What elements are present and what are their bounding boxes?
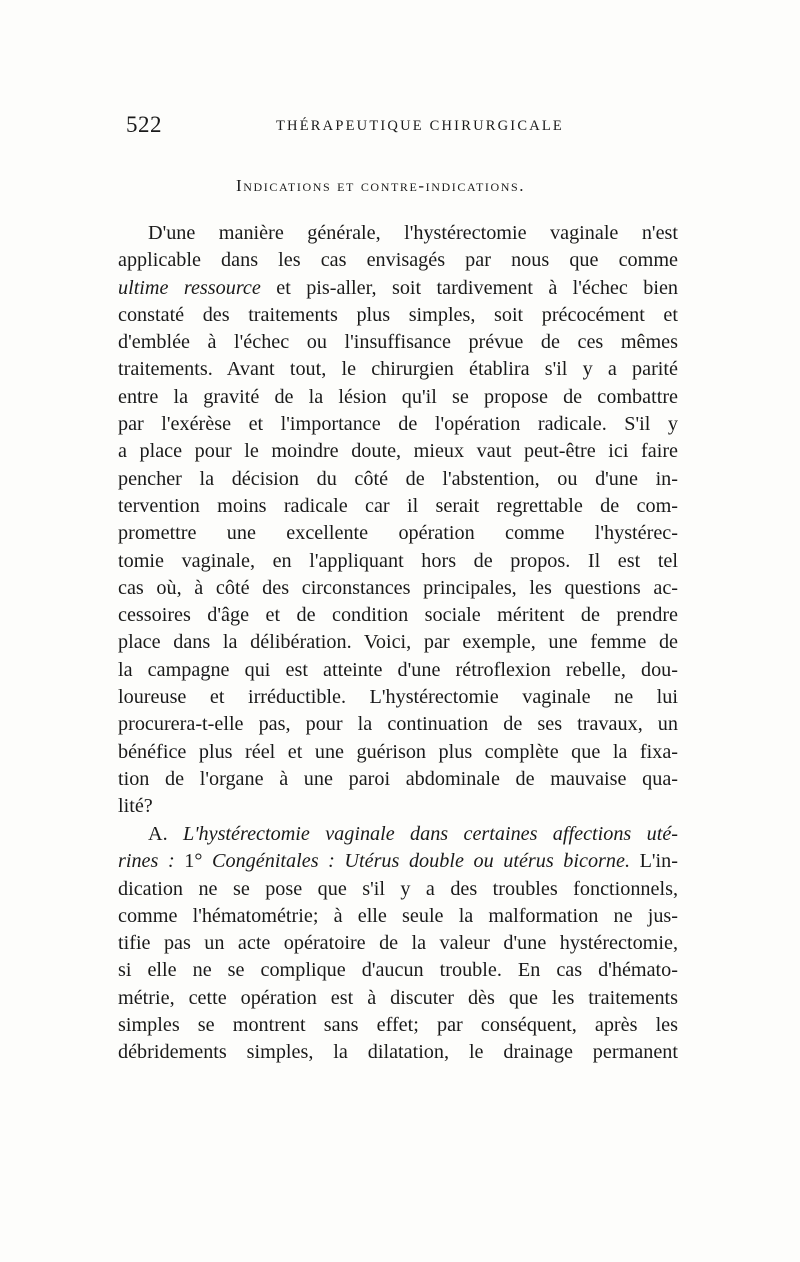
text-line: tervention moins radicale car il serait regrettable de com- [118, 494, 678, 517]
text-line: applicable dans les cas envisagés par nous que comme [118, 249, 678, 272]
paragraph-2 [118, 821, 678, 1067]
text-line: d'emblée à l'échec ou l'insuffisance prévue de ces mêmes [118, 331, 678, 354]
section-heading: Indications et contre-indications. [236, 176, 526, 195]
running-title: THÉRAPEUTIQUE CHIRURGICALE [276, 118, 564, 134]
text-line: par l'exérèse et l'importance de l'opération radicale. S'il y [118, 413, 678, 436]
subsection-title-cont: rines : [118, 850, 185, 873]
running-head [126, 112, 674, 142]
text-line: lité? [118, 795, 153, 818]
text-line: simples se montrent sans effet; par conséquent, après les [118, 1014, 678, 1037]
text-line: entre la gravité de la lésion qu'il se propose de combattre [118, 385, 678, 408]
text-line: promettre une excellente opération comme l'hystérec- [118, 522, 678, 545]
text-line: tomie vaginale, en l'appliquant hors de propos. Il est tel [118, 549, 678, 572]
item-number: 1° [184, 850, 203, 873]
paragraph-1 [118, 220, 678, 821]
text-line: cas où, à côté des circonstances principales, les questions ac- [118, 576, 678, 599]
text-line: débridements simples, la dilatation, le drainage permanent [118, 1041, 678, 1064]
text-line: cessoires d'âge et de condition sociale méritent de prendre [118, 604, 678, 627]
text-line: loureuse et irréductible. L'hystérectomie vaginale ne lui [118, 686, 678, 709]
text-line: traitements. Avant tout, le chirurgien établira s'il y a parité [118, 358, 678, 381]
subsection-subtitle: Congénitales : Utérus double ou utérus bicorne. [202, 850, 631, 873]
text-line-rest: et pis-aller, soit tardivement à l'échec bien [276, 276, 678, 299]
text-line: dication ne se pose que s'il y a des troubles fonctionnels, [118, 877, 678, 900]
text-line: constaté des traitements plus simples, soit précocément et [118, 303, 678, 326]
text-line: comme l'hématométrie; à elle seule la malformation ne jus- [118, 904, 678, 927]
subsection-title: L'hystérectomie vaginale dans certaines affections uté- [182, 823, 678, 845]
text-line: si elle ne se complique d'aucun trouble. En cas d'hémato- [118, 959, 678, 982]
text-line [118, 848, 678, 875]
text-line: bénéfice plus réel et une guérison plus complète que la fixa- [118, 740, 678, 763]
text-line: tifie pas un acte opératoire de la valeur d'une hystérectomie, [118, 932, 678, 955]
text-line: a place pour le moindre doute, mieux vaut peut-être ici faire [118, 440, 678, 463]
text-line [118, 821, 678, 848]
text-line: métrie, cette opération est à discuter dès que les traitements [118, 986, 678, 1009]
text-line [118, 275, 678, 302]
text-line: place dans la délibération. Voici, par exemple, une femme de [118, 631, 678, 654]
text-line: pencher la décision du côté de l'abstention, ou d'une in- [118, 467, 678, 490]
text-line: D'une manière générale, l'hystérectomie vaginale n'est [148, 222, 678, 244]
text-line: tion de l'organe à une paroi abdominale de mauvaise qua- [118, 767, 678, 790]
text-line: procurera-t-elle pas, pour la continuation de ses travaux, un [118, 713, 678, 736]
text-line-rest: L'in- [630, 850, 678, 873]
section-marker: A. [148, 823, 168, 845]
page-number: 522 [126, 112, 162, 137]
italic-phrase: ultime ressource [118, 276, 261, 299]
text-line: la campagne qui est atteinte d'une rétroflexion rebelle, dou- [118, 658, 678, 681]
